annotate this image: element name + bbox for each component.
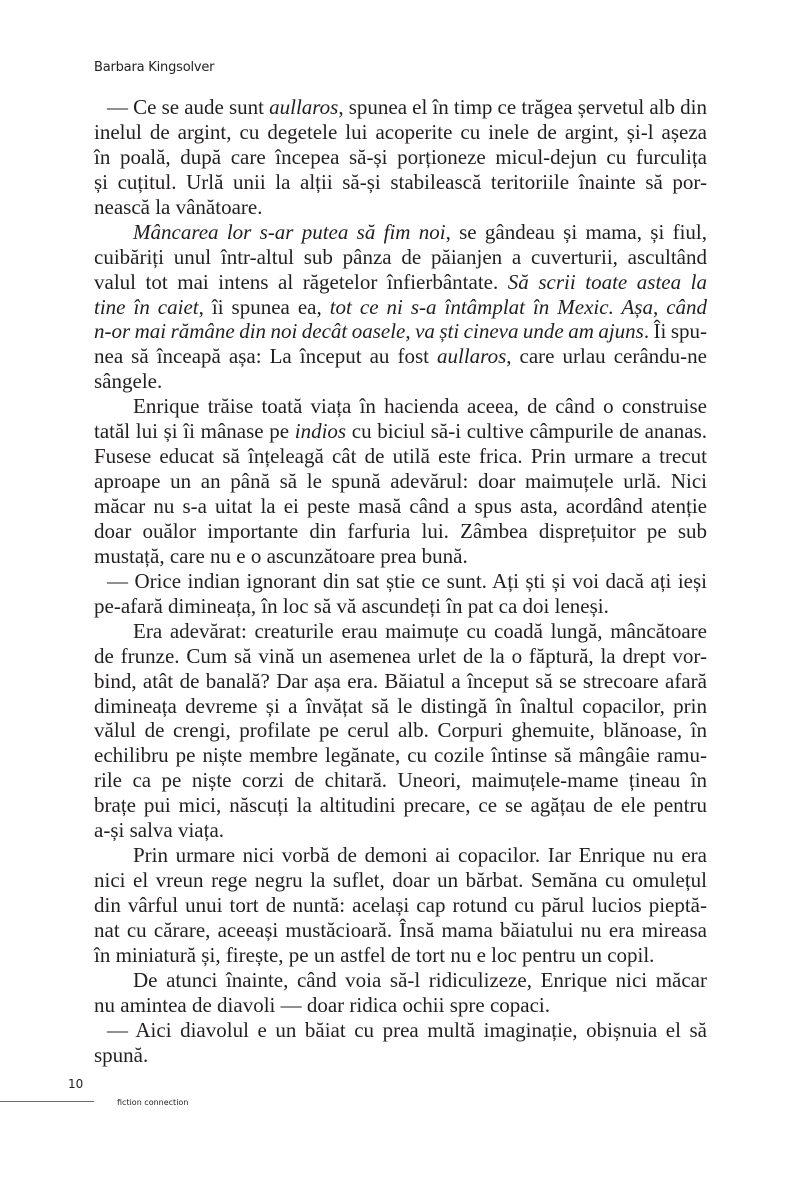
text-run: doar ouălor importante din farfuria lui. Zâmbea disprețuitor pe sub — [94, 518, 707, 543]
text-run: sângele. — [94, 369, 163, 394]
text-run: cuibăriți unul într-altul sub pânza de păianjen a cuverturii, ascultând — [94, 244, 707, 269]
text-line — [94, 195, 707, 220]
text-run: de frunze. Cum să vină un asemenea urlet de la o făptură, la drept vor- — [94, 643, 708, 668]
text-line — [94, 344, 707, 369]
italic-run: aullaros — [437, 344, 507, 369]
text-line — [94, 968, 707, 993]
text-run: Era adevărat: creaturile erau maimuțe cu coadă lungă, mâncătoare — [133, 618, 707, 643]
text-run: brațe pui mici, născuți la altitudini precare, ce se agățau de ele pentru — [94, 793, 707, 818]
text-line — [94, 893, 707, 918]
text-run: , se gândeau și mama, și fiul, — [445, 219, 707, 244]
text-line — [94, 694, 707, 719]
text-line — [94, 718, 707, 743]
italic-run: tine în caiet — [94, 294, 199, 319]
text-run: spună. — [94, 1042, 149, 1067]
text-line — [94, 369, 707, 394]
text-line — [94, 993, 707, 1018]
text-line — [94, 1043, 707, 1068]
text-line — [94, 444, 707, 469]
page-number: 10 — [68, 1077, 84, 1091]
italic-run: Mâncarea lor s-ar putea să fim noi — [133, 219, 446, 244]
text-run: , îi spunea ea, — [198, 294, 330, 319]
text-line — [94, 494, 707, 519]
footer-rule — [0, 1101, 94, 1102]
italic-run: Să scrii toate astea la — [507, 269, 707, 294]
text-line — [94, 793, 707, 818]
footer-series-name: fiction connection — [117, 1098, 189, 1107]
text-run: vălul de crengi, profilate pe cerul alb. Corpuri ghemuite, blănoase, în — [94, 718, 707, 743]
text-line — [94, 743, 707, 768]
text-line — [94, 943, 707, 968]
text-run: nea să înceapă așa: La început au fost — [94, 344, 438, 369]
text-run: măcar nu s-a uitat la ei peste masă când a spus asta, acordând atenție — [94, 494, 707, 518]
text-line — [94, 145, 707, 170]
text-run: a-și salva viața. — [94, 818, 225, 843]
text-run: mustață, care nu e o ascunzătoare prea bună. — [94, 543, 468, 568]
text-line — [94, 818, 707, 843]
italic-run: aullaros — [269, 95, 339, 119]
text-line — [94, 594, 707, 619]
text-line — [94, 669, 707, 694]
text-line — [94, 1018, 707, 1043]
text-line — [94, 519, 707, 544]
text-line — [94, 469, 707, 494]
text-run: aproape un an până să le spună adevărul: doar maimuțele urlă. Nici — [94, 469, 708, 494]
text-line — [94, 120, 707, 145]
text-run: Enrique trăise toată viața în hacienda aceea, de când o construise — [133, 394, 707, 419]
text-line — [94, 569, 707, 594]
text-run: Prin urmare nici vorbă de demoni ai copacilor. Iar Enrique nu era — [133, 843, 707, 868]
text-run: nească la vânătoare. — [94, 194, 263, 219]
text-run: în miniatură și, firește, pe un astfel de tort nu e loc pentru un copil. — [94, 942, 655, 967]
text-line — [94, 419, 707, 444]
text-run: și cuțitul. Urlă unii la alții să-și stabilească teritoriile înainte să por- — [94, 169, 707, 194]
text-run: bind, atât de banală? Dar așa era. Băiatul a început să se strecoare afară — [94, 668, 707, 693]
text-run: — Orice indian ignorant din sat știe ce sunt. Ați ști și voi dacă ați ieși — [107, 568, 707, 593]
italic-run: indios — [294, 419, 347, 444]
text-line — [94, 644, 707, 669]
text-run: , spunea el în timp ce trăgea șervetul alb din — [338, 95, 707, 119]
text-run: . Îi spu- — [643, 319, 707, 344]
text-run: nat cu cărare, aceeași mustăcioară. Însă mama băiatului nu era mireasa — [94, 917, 707, 942]
text-run: inelul de argint, cu degetele lui acoperite cu inele de argint, și-l așeza — [94, 119, 707, 144]
text-run: Fusese educat să înțeleagă cât de utilă este frica. Prin urmare a trecut — [94, 444, 707, 469]
body-text — [94, 95, 707, 1068]
text-line — [94, 768, 707, 793]
text-line — [94, 95, 707, 120]
text-run: pe-afară dimineața, în loc să vă ascundeți în pat ca doi leneși. — [94, 593, 609, 618]
text-line — [94, 394, 707, 419]
running-head-author: Barbara Kingsolver — [94, 60, 215, 75]
text-line — [94, 868, 707, 893]
text-line — [94, 170, 707, 195]
italic-run: tot ce ni s-a întâmplat în Mexic. Așa, când — [329, 294, 708, 319]
text-line — [94, 270, 707, 295]
text-run: echilibru pe niște membre legănate, cu cozile întinse să mângâie ramu- — [94, 743, 708, 768]
text-run: , care urlau cerându-ne — [506, 344, 707, 369]
text-run: nu amintea de diavoli — doar ridica ochii spre copaci. — [94, 992, 551, 1017]
text-line — [94, 544, 707, 569]
text-run: în poală, după care începea să-și porționeze micul-dejun cu furculița — [94, 144, 707, 169]
text-run: dimineața devreme și a învățat să le distingă în înaltul copacilor, prin — [94, 693, 708, 718]
text-run: De atunci înainte, când voia să-l ridiculizeze, Enrique nici măcar — [133, 967, 707, 992]
text-line — [94, 918, 707, 943]
text-line — [94, 619, 707, 644]
text-line — [94, 295, 707, 320]
text-run: valul tot mai intens al răgetelor înfierbântate. — [94, 269, 508, 294]
text-run: nici el vreun rege negru la suflet, doar un bărbat. Semăna cu omulețul — [94, 868, 707, 893]
text-line — [94, 319, 707, 344]
text-run: din vârful unui tort de nuntă: același cap rotund cu părul lucios pieptă- — [94, 893, 707, 917]
text-line — [94, 245, 707, 270]
italic-run: n-or mai rămâne din noi decât oasele, va ști cineva unde am ajuns — [94, 319, 644, 344]
text-line — [94, 220, 707, 245]
text-run: rile ca pe niște corzi de chitară. Uneori, maimuțele-mame țineau în — [94, 768, 707, 793]
text-line — [94, 843, 707, 868]
text-run: cu biciul să-i cultive câmpurile de ananas. — [346, 419, 707, 444]
text-run: — Ce se aude sunt — [107, 95, 270, 119]
text-run: tatăl lui și îi mânase pe — [94, 419, 295, 444]
text-run: — Aici diavolul e un băiat cu prea multă imaginație, obișnuia el să — [107, 1017, 707, 1042]
